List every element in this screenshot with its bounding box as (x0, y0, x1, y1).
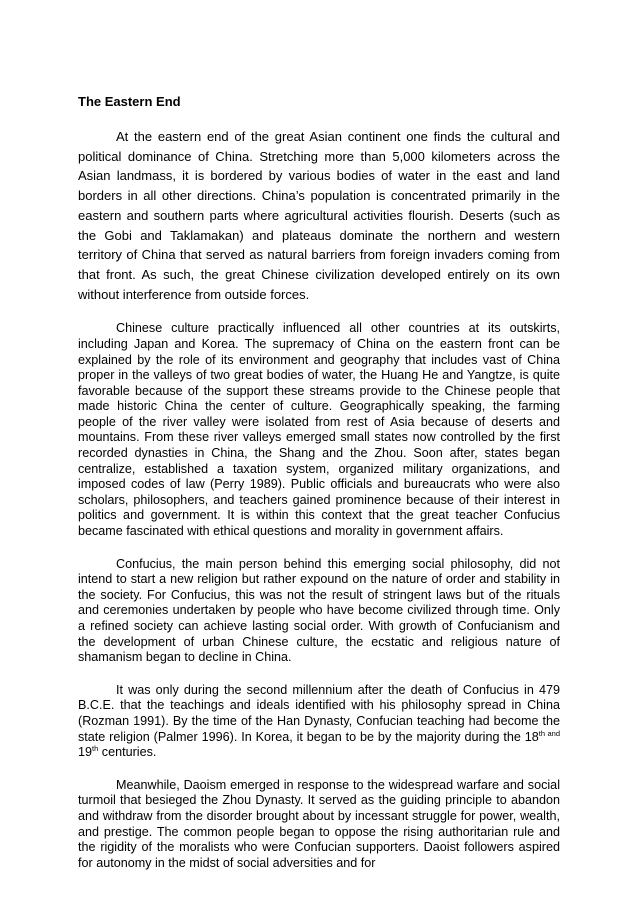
paragraph-5: Meanwhile, Daoism emerged in response to the widespread warfare and social turmoil that besieged the Zhou Dynasty. It served as the guiding principle to abandon and withdraw from the disorder brought about by incessant struggle for power, wealth, and prestige. The common people began to oppose the rising authoritarian rule and the rigidity of the moralists who were Confucian supporters. Daoist followers aspired for autonomy in the midst of social adversities and for (78, 777, 560, 870)
paragraph-2: Chinese culture practically influenced all other countries at its outskirts, including Japan and Korea. The supremacy of China on the eastern front can be explained by the role of its environment and geography that includes vast of China proper in the valleys of two great bodies of water, the Huang He and Yangtze, is quite favorable because of the support these streams provide to the Chinese people that made historic China the center of culture. Geographically speaking, the farming people of the river valley were isolated from rest of Asia because of deserts and mountains. From these river valleys emerged small states now controlled by the first recorded dynasties in China, the Shang and the Zhou. Soon after, states began centralize, established a taxation system, organized military organizations, and imposed codes of law (Perry 1989). Public officials and bureaucrats who were also scholars, philosophers, and teachers gained prominence because of their interest in politics and government. It is within this context that the great teacher Confucius became fascinated with ethical questions and morality in government affairs. (78, 321, 560, 539)
paragraph-4-tail: centuries. (98, 745, 157, 760)
paragraph-4-text: It was only during the second millennium after the death of Confucius in 479 B.C.E. that the teachings and ideals identified with his philosophy spread in China (Rozman 1991). By the time of the Han Dynasty, Confucian teaching had become the state religion (Palmer 1996). In Korea, it began to be by the majority during the (78, 682, 560, 744)
century-18-number: 18 (524, 729, 539, 744)
century-18-suffix: th and (538, 728, 560, 738)
century-19-number: 19 (78, 745, 93, 760)
section-heading: The Eastern End (78, 94, 181, 109)
paragraph-3: Confucius, the main person behind this emerging social philosophy, did not intend to start a new religion but rather expound on the nature of order and stability in the society. For Confucius, this was not the result of stringent laws but of the rituals and ceremonies undertaken by people who have become civilized through time. Only a refined society can achieve lasting social order. With growth of Confucianism and the development of urban Chinese culture, the ecstatic and religious nature of shamanism began to decline in China. (78, 556, 560, 665)
document-page (78, 93, 560, 871)
paragraph-1: At the eastern end of the great Asian continent one finds the cultural and political dominance of China. Stretching more than 5,000 kilometers across the Asian landmass, it is bordered by various bodies of water in the east and land borders in all other directions. China’s population is concentrated primarily in the eastern and southern parts where agricultural activities flourish. Deserts (such as the Gobi and Taklamakan) and plateaus dominate the northern and western territory of China that served as natural barriers from foreign invaders coming from that front. As such, the great Chinese civilization developed entirely on its own without interference from outside forces. (78, 129, 560, 302)
century-19-suffix: th (92, 744, 99, 754)
paragraph-4 (78, 683, 560, 761)
